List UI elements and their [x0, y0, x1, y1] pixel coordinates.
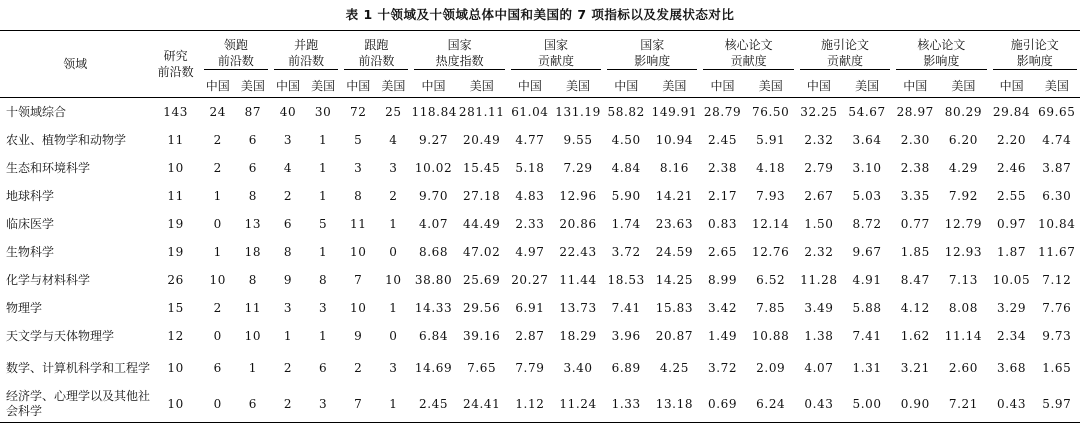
cell-usa: 47.02	[463, 245, 501, 259]
cell-china: 7	[354, 273, 363, 287]
cell-fronts: 12	[167, 329, 184, 343]
cell-china: 3	[283, 133, 293, 147]
cell-china: 3.21	[900, 361, 930, 375]
cell-china: 0	[213, 329, 222, 343]
cell-china: 1.62	[900, 329, 930, 343]
cell-usa: 10.94	[655, 133, 694, 147]
cell-usa: 1	[319, 329, 328, 343]
cell-usa: 12.79	[944, 217, 983, 231]
cell-usa: 8	[319, 273, 328, 287]
cell-china: 11.28	[800, 273, 838, 287]
cell-china: 0.43	[997, 397, 1027, 411]
cell-usa: 0	[389, 329, 398, 343]
cell-china: 2	[213, 301, 222, 315]
cell-china: 0.97	[997, 217, 1027, 231]
cell-usa: 22.43	[559, 245, 597, 259]
header-usa: 美国	[240, 79, 265, 93]
row-field-name: 数学、计算机科学和工程学	[6, 360, 151, 375]
cell-usa: 4.91	[852, 273, 882, 287]
cell-china: 8	[283, 245, 293, 259]
cell-china: 0.90	[900, 397, 930, 411]
cell-china: 3.35	[900, 189, 930, 203]
cell-china: 72	[350, 105, 367, 119]
cell-usa: 6.24	[756, 397, 786, 411]
cell-china: 4.83	[515, 189, 545, 203]
header-group: 核心论文 贡献度	[700, 31, 796, 76]
cell-usa: 6	[248, 133, 257, 147]
cell-fronts: 26	[167, 273, 184, 287]
header-group: 国家 热度指数	[411, 31, 507, 76]
cell-china: 0.83	[708, 217, 738, 231]
cell-usa: 14.25	[655, 273, 694, 287]
cell-usa: 3	[389, 361, 398, 375]
cell-usa: 4	[389, 133, 398, 147]
cell-china: 9.27	[418, 133, 449, 147]
header-china: 中国	[276, 79, 301, 93]
cell-china: 3	[283, 301, 293, 315]
cell-usa: 8	[248, 273, 257, 287]
cell-usa: 7.93	[756, 189, 786, 203]
cell-china: 5.18	[515, 161, 545, 175]
cell-usa: 7.92	[948, 189, 978, 203]
cell-usa: 3	[319, 397, 328, 411]
cell-usa: 131.19	[555, 105, 601, 119]
row-field-name: 经济学、心理学以及其他社会科学	[6, 389, 151, 418]
cell-china: 6	[283, 217, 293, 231]
cell-china: 4.84	[611, 161, 641, 175]
cell-usa: 13.73	[559, 301, 597, 315]
cell-china: 2.32	[804, 133, 834, 147]
cell-usa: 3	[319, 301, 328, 315]
cell-usa: 1.31	[852, 361, 882, 375]
header-group: 跟跑 前沿数	[341, 31, 411, 76]
cell-usa: 5.88	[852, 301, 882, 315]
cell-china: 2	[283, 397, 293, 411]
cell-usa: 6	[248, 161, 257, 175]
cell-china: 2.87	[515, 329, 545, 343]
cell-china: 2.67	[804, 189, 834, 203]
header-usa: 美国	[311, 79, 336, 93]
header-usa: 美国	[1044, 79, 1069, 93]
cell-china: 29.84	[992, 105, 1031, 119]
cell-china: 14.69	[414, 361, 453, 375]
cell-china: 2.55	[997, 189, 1027, 203]
cell-china: 8.68	[418, 245, 449, 259]
header-usa: 美国	[758, 79, 783, 93]
cell-china: 118.84	[411, 105, 458, 119]
header-china: 中国	[903, 79, 928, 93]
cell-china: 3.72	[611, 245, 641, 259]
table-row	[0, 238, 1080, 266]
cell-usa: 44.49	[463, 217, 501, 231]
cell-china: 2.38	[900, 161, 930, 175]
cell-china: 8	[354, 189, 363, 203]
cell-usa: 6.20	[948, 133, 978, 147]
header-usa: 美国	[662, 79, 687, 93]
row-field-name: 物理学	[6, 300, 43, 315]
cell-usa: 11.24	[559, 397, 597, 411]
cell-china: 18.53	[607, 273, 645, 287]
cell-china: 1.38	[804, 329, 834, 343]
cell-usa: 7.12	[1042, 273, 1072, 287]
table-row	[0, 154, 1080, 182]
row-field-name: 临床医学	[6, 216, 55, 231]
cell-china: 0	[213, 397, 222, 411]
cell-china: 0.69	[708, 397, 738, 411]
cell-fronts: 19	[167, 245, 184, 259]
cell-usa: 20.49	[463, 133, 501, 147]
cell-fronts: 143	[163, 105, 188, 119]
cell-china: 61.04	[511, 105, 549, 119]
cell-china: 2.45	[418, 397, 449, 411]
header-china: 中国	[710, 79, 735, 93]
cell-usa: 8.72	[852, 217, 882, 231]
cell-china: 2	[283, 189, 293, 203]
cell-fronts: 15	[167, 301, 184, 315]
cell-fronts: 11	[167, 133, 184, 147]
cell-usa: 4.29	[948, 161, 978, 175]
cell-usa: 15.45	[463, 161, 501, 175]
cell-china: 6.84	[418, 329, 449, 343]
cell-usa: 10	[385, 273, 402, 287]
cell-usa: 1	[319, 189, 328, 203]
cell-china: 1	[283, 329, 293, 343]
cell-usa: 5	[319, 217, 328, 231]
cell-usa: 11.44	[559, 273, 597, 287]
cell-usa: 30	[314, 105, 332, 119]
cell-china: 11	[350, 217, 367, 231]
cell-usa: 4.18	[756, 161, 786, 175]
cell-usa: 3	[389, 161, 398, 175]
cell-china: 32.25	[800, 105, 838, 119]
cell-usa: 8.16	[659, 161, 689, 175]
cell-usa: 13.18	[655, 397, 694, 411]
cell-usa: 281.11	[458, 105, 505, 119]
cell-usa: 10.88	[752, 329, 790, 343]
table-row	[0, 294, 1080, 322]
cell-usa: 149.91	[651, 105, 698, 119]
cell-usa: 12.96	[559, 189, 597, 203]
cell-usa: 12.76	[752, 245, 790, 259]
row-field-name: 化学与材料科学	[6, 272, 91, 287]
cell-china: 4	[283, 161, 293, 175]
cell-china: 14.33	[414, 301, 453, 315]
cell-china: 4.50	[611, 133, 641, 147]
row-field-name: 生物科学	[6, 244, 55, 259]
cell-usa: 2.09	[756, 361, 786, 375]
header-usa: 美国	[381, 79, 406, 93]
cell-china: 10	[350, 245, 367, 259]
table-row	[0, 322, 1080, 350]
cell-usa: 27.18	[463, 189, 501, 203]
cell-china: 6.91	[515, 301, 545, 315]
header-china: 中国	[614, 79, 639, 93]
cell-usa: 87	[244, 105, 262, 119]
cell-china: 0	[213, 217, 222, 231]
cell-china: 0.77	[900, 217, 930, 231]
table-row	[0, 182, 1080, 210]
cell-usa: 1	[319, 245, 328, 259]
cell-usa: 6	[248, 397, 257, 411]
cell-china: 40	[279, 105, 297, 119]
cell-usa: 11.14	[944, 329, 983, 343]
cell-china: 3.29	[997, 301, 1027, 315]
header-china: 中国	[517, 79, 542, 93]
row-field-name: 生态和环境科学	[6, 160, 91, 175]
header-fronts: 研究 前沿数	[157, 49, 194, 79]
cell-usa: 3.87	[1042, 161, 1072, 175]
cell-usa: 23.63	[655, 217, 694, 231]
table-row	[0, 98, 1080, 127]
cell-fronts: 19	[167, 217, 184, 231]
cell-usa: 7.29	[563, 161, 593, 175]
cell-china: 2	[354, 361, 363, 375]
cell-usa: 9.67	[852, 245, 882, 259]
cell-usa: 39.16	[463, 329, 501, 343]
cell-usa: 25.69	[463, 273, 501, 287]
cell-china: 2.17	[708, 189, 738, 203]
row-field-name: 天文学与天体物理学	[6, 328, 115, 343]
cell-china: 10	[209, 273, 226, 287]
cell-usa: 5.91	[756, 133, 786, 147]
cell-china: 1.74	[611, 217, 641, 231]
cell-china: 4.97	[515, 245, 545, 259]
cell-china: 2.32	[804, 245, 834, 259]
cell-china: 10.05	[992, 273, 1031, 287]
cell-china: 1.33	[611, 397, 641, 411]
cell-usa: 3.10	[852, 161, 882, 175]
cell-usa: 76.50	[752, 105, 790, 119]
cell-usa: 10	[244, 329, 262, 343]
table-row	[0, 350, 1080, 386]
cell-usa: 1	[248, 361, 257, 375]
cell-usa: 7.41	[852, 329, 882, 343]
header-group: 国家 影响度	[604, 31, 700, 76]
cell-china: 1	[213, 189, 222, 203]
cell-china: 1.49	[708, 329, 738, 343]
header-china: 中国	[999, 79, 1024, 93]
header-usa: 美国	[951, 79, 976, 93]
header-field: 领域	[63, 57, 88, 71]
cell-usa: 4.74	[1042, 133, 1072, 147]
cell-china: 2	[283, 361, 293, 375]
cell-usa: 5.00	[852, 397, 882, 411]
cell-usa: 1	[389, 301, 398, 315]
cell-china: 4.12	[900, 301, 930, 315]
cell-china: 28.97	[896, 105, 934, 119]
cell-usa: 13	[244, 217, 262, 231]
header-group: 国家 贡献度	[508, 31, 604, 76]
cell-china: 1.50	[804, 217, 834, 231]
cell-china: 1.12	[515, 397, 545, 411]
cell-usa: 24.41	[463, 397, 501, 411]
header-group: 核心论文 影响度	[893, 31, 989, 76]
row-field-name: 地球科学	[6, 188, 55, 203]
cell-fronts: 11	[167, 189, 184, 203]
cell-usa: 24.59	[655, 245, 694, 259]
cell-usa: 12.14	[752, 217, 790, 231]
header-row-groups	[0, 31, 1080, 76]
row-field-name: 农业、植物学和动物学	[6, 132, 127, 147]
cell-china: 2	[213, 161, 222, 175]
cell-china: 8.47	[900, 273, 930, 287]
cell-usa: 14.21	[655, 189, 694, 203]
table-body	[0, 98, 1080, 423]
cell-usa: 0	[389, 245, 398, 259]
cell-china: 38.80	[414, 273, 453, 287]
header-china: 中国	[346, 79, 371, 93]
cell-usa: 5.97	[1042, 397, 1072, 411]
cell-china: 4.07	[418, 217, 449, 231]
cell-china: 28.79	[703, 105, 742, 119]
cell-usa: 11	[244, 301, 262, 315]
cell-usa: 2	[389, 189, 398, 203]
row-field-name: 十领域综合	[6, 104, 67, 119]
cell-usa: 2.60	[948, 361, 978, 375]
cell-usa: 6.30	[1042, 189, 1072, 203]
cell-china: 2.45	[708, 133, 738, 147]
table-row	[0, 210, 1080, 238]
cell-usa: 7.65	[467, 361, 497, 375]
cell-china: 7.41	[611, 301, 641, 315]
cell-china: 2.20	[997, 133, 1027, 147]
cell-usa: 3.40	[563, 361, 593, 375]
header-usa: 美国	[469, 79, 494, 93]
cell-usa: 1	[389, 397, 398, 411]
cell-usa: 1	[319, 133, 328, 147]
comparison-table	[0, 30, 1080, 423]
cell-china: 3	[354, 161, 363, 175]
cell-usa: 7.21	[948, 397, 978, 411]
header-china: 中国	[806, 79, 831, 93]
header-usa: 美国	[855, 79, 880, 93]
header-usa: 美国	[566, 79, 591, 93]
cell-china: 2.79	[804, 161, 834, 175]
cell-china: 2.34	[997, 329, 1027, 343]
cell-usa: 6.52	[756, 273, 786, 287]
cell-usa: 9.55	[563, 133, 593, 147]
cell-fronts: 10	[167, 397, 184, 411]
cell-china: 3.96	[611, 329, 641, 343]
cell-china: 2.46	[997, 161, 1027, 175]
cell-china: 24	[209, 105, 226, 119]
cell-usa: 69.65	[1038, 105, 1076, 119]
cell-usa: 7.85	[756, 301, 786, 315]
cell-fronts: 10	[167, 161, 184, 175]
cell-china: 20.27	[511, 273, 549, 287]
cell-china: 0.43	[804, 397, 834, 411]
cell-usa: 18	[244, 245, 262, 259]
cell-china: 3.72	[708, 361, 738, 375]
cell-china: 1	[213, 245, 222, 259]
cell-usa: 1.65	[1042, 361, 1072, 375]
header-group: 施引论文 贡献度	[797, 31, 893, 76]
cell-china: 1.87	[997, 245, 1027, 259]
cell-china: 9	[354, 329, 363, 343]
cell-usa: 12.93	[944, 245, 983, 259]
cell-usa: 8	[248, 189, 257, 203]
cell-china: 9	[283, 273, 293, 287]
cell-china: 58.82	[607, 105, 645, 119]
cell-china: 10.02	[414, 161, 453, 175]
cell-usa: 4.25	[659, 361, 689, 375]
cell-china: 6	[213, 361, 222, 375]
cell-china: 4.07	[804, 361, 834, 375]
cell-usa: 54.67	[848, 105, 886, 119]
cell-china: 1.85	[900, 245, 930, 259]
cell-china: 5.90	[611, 189, 641, 203]
table-row	[0, 386, 1080, 423]
cell-usa: 8.08	[948, 301, 978, 315]
cell-usa: 5.03	[852, 189, 882, 203]
cell-china: 3.49	[804, 301, 834, 315]
table-row	[0, 266, 1080, 294]
cell-usa: 20.87	[655, 329, 694, 343]
cell-usa: 9.73	[1042, 329, 1072, 343]
cell-china: 3.42	[708, 301, 738, 315]
cell-china: 2	[213, 133, 222, 147]
cell-china: 2.33	[515, 217, 545, 231]
cell-usa: 3.64	[852, 133, 882, 147]
header-group: 施引论文 影响度	[990, 31, 1080, 76]
cell-usa: 25	[385, 105, 402, 119]
cell-usa: 20.86	[559, 217, 597, 231]
cell-usa: 29.56	[463, 301, 501, 315]
table-caption: 表 1 十领域及十领域总体中国和美国的 7 项指标以及发展状态对比	[345, 7, 735, 22]
cell-usa: 10.84	[1038, 217, 1076, 231]
cell-usa: 7.13	[948, 273, 978, 287]
header-group: 领跑 前沿数	[201, 31, 271, 76]
cell-usa: 18.29	[559, 329, 597, 343]
cell-china: 2.38	[708, 161, 738, 175]
header-china: 中国	[205, 79, 230, 93]
cell-china: 8.99	[708, 273, 738, 287]
cell-usa: 7.76	[1042, 301, 1072, 315]
cell-china: 9.70	[418, 189, 449, 203]
table-row	[0, 126, 1080, 154]
cell-china: 4.77	[515, 133, 545, 147]
cell-usa: 6	[319, 361, 328, 375]
cell-china: 7.79	[515, 361, 545, 375]
cell-usa: 1	[389, 217, 398, 231]
header-group: 并跑 前沿数	[271, 31, 341, 76]
cell-usa: 15.83	[655, 301, 694, 315]
cell-china: 2.30	[900, 133, 930, 147]
cell-china: 2.65	[708, 245, 738, 259]
cell-usa: 80.29	[944, 105, 983, 119]
cell-china: 10	[350, 301, 367, 315]
cell-china: 6.89	[611, 361, 641, 375]
cell-china: 3.68	[997, 361, 1027, 375]
cell-usa: 1	[319, 161, 328, 175]
cell-usa: 11.67	[1038, 245, 1076, 259]
header-china: 中国	[421, 79, 446, 93]
cell-fronts: 10	[167, 361, 184, 375]
cell-china: 5	[354, 133, 363, 147]
cell-china: 7	[354, 397, 363, 411]
